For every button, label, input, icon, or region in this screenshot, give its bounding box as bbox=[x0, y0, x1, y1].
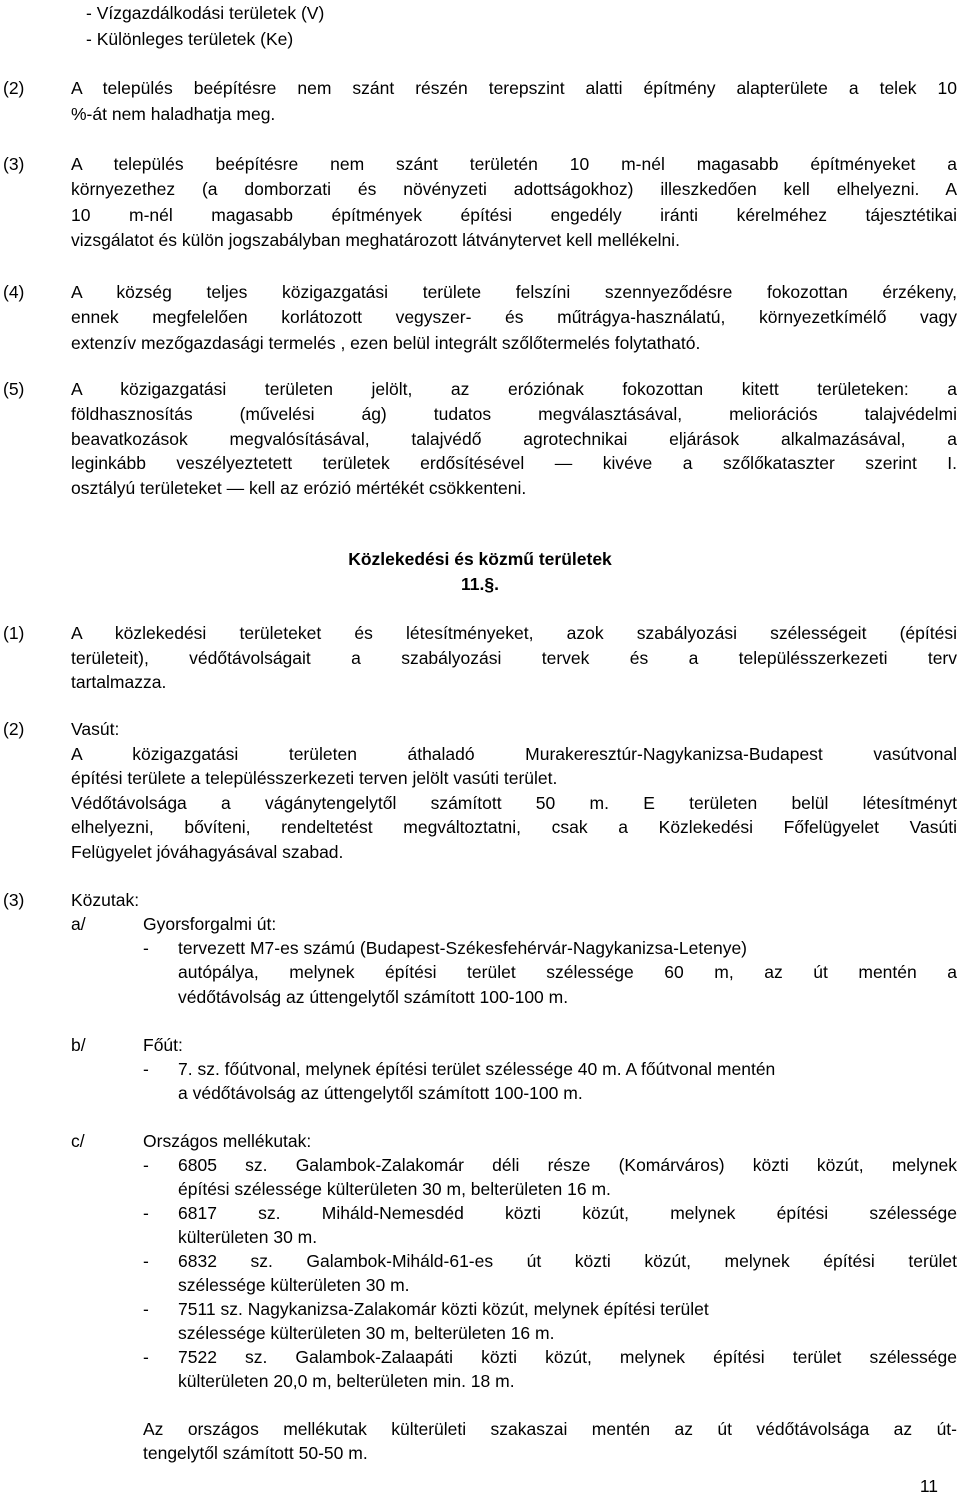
paragraph-line: 6832 sz. Galambok-Miháld-61-es út közti közút, melynek építési terület bbox=[178, 1251, 957, 1271]
paragraph-line: építési szélessége külterületen 30 m, belterületen 16 m. bbox=[178, 1179, 611, 1199]
paragraph-line: A község teljes közigazgatási területe felszíni szennyeződésre fokozottan érzékeny, bbox=[71, 282, 957, 302]
paragraph-number: (2) bbox=[3, 78, 25, 98]
subsection-heading: Közutak: bbox=[71, 890, 140, 910]
paragraph-line: tartalmazza. bbox=[71, 672, 167, 692]
paragraph-line: 7522 sz. Galambok-Zalaapáti közti közút, melynek építési terület szélessége bbox=[178, 1347, 957, 1367]
paragraph-line: osztályú területeket — kell az erózió mértékét csökkenteni. bbox=[71, 478, 527, 498]
paragraph-line: A település beépítésre nem szánt területén 10 m-nél magasabb építményeket a bbox=[71, 154, 957, 174]
paragraph-line: leginkább veszélyeztetett területek erdősítésével — kivéve a szőlőkataszter szerint I. bbox=[71, 453, 957, 473]
paragraph-number: (3) bbox=[3, 154, 25, 174]
list-dash: - bbox=[143, 1155, 149, 1175]
item-title: Országos mellékutak: bbox=[143, 1131, 312, 1151]
paragraph-line: A közigazgatási területen jelölt, az eróziónak fokozottan kitett területeken: a bbox=[71, 379, 957, 399]
item-title: Gyorsforgalmi út: bbox=[143, 914, 277, 934]
page-number: 11 bbox=[919, 1476, 938, 1496]
paragraph-line: védőtávolság az úttengelytől számított 100-100 m. bbox=[178, 987, 569, 1007]
paragraph-line: 7. sz. főútvonal, melynek építési terület szélessége 40 m. A főútvonal mentén bbox=[178, 1059, 776, 1079]
paragraph-line: építési területe a településszerkezeti terven jelölt vasúti terület. bbox=[71, 768, 558, 788]
paragraph-line: ennek megfelelően korlátozott vegyszer- és műtrágya-használatú, környezetkímélő vagy bbox=[71, 307, 957, 327]
list-dash: - bbox=[143, 1347, 149, 1367]
paragraph-line: A település beépítésre nem szánt részén terepszint alatti építmény alapterülete a telek 10 bbox=[71, 78, 957, 98]
paragraph-line: beavatkozások megvalósításával, talajvédő agrotechnikai eljárások alkalmazásával, a bbox=[71, 429, 957, 449]
list-item: - Különleges területek (Ke) bbox=[86, 29, 294, 49]
paragraph-line: extenzív mezőgazdasági termelés , ezen belül integrált szőlőtermelés folytatható. bbox=[71, 333, 701, 353]
paragraph-number: (1) bbox=[3, 623, 25, 643]
section-title: Közlekedési és közmű területek bbox=[348, 549, 612, 569]
paragraph-line: 6805 sz. Galambok-Zalakomár déli része (Komárváros) közti közút, melynek bbox=[178, 1155, 957, 1175]
list-dash: - bbox=[143, 938, 149, 958]
paragraph-line: Felügyelet jóváhagyásával szabad. bbox=[71, 842, 344, 862]
paragraph-line: vizsgálatot és külön jogszabályban meghatározott látványtervet kell mellékelni. bbox=[71, 230, 680, 250]
paragraph-line: %-át nem haladhatja meg. bbox=[71, 104, 276, 124]
paragraph-line: földhasznosítás (művelési ág) tudatos megválasztásával, meliorációs talajvédelmi bbox=[71, 404, 957, 424]
paragraph-line: tervezett M7-es számú (Budapest-Székesfehérvár-Nagykanizsa-Letenye) bbox=[178, 938, 747, 958]
paragraph-line: A közigazgatási területen áthaladó Murakeresztúr-Nagykanizsa-Budapest vasútvonal bbox=[71, 744, 957, 764]
paragraph-line: 10 m-nél magasabb építmények építési engedély iránti kérelméhez tájesztétikai bbox=[71, 205, 957, 225]
paragraph-line: tengelytől számított 50-50 m. bbox=[143, 1443, 368, 1463]
paragraph-line: 7511 sz. Nagykanizsa-Zalakomár közti közút, melynek építési terület bbox=[178, 1299, 709, 1319]
paragraph-number: (5) bbox=[3, 379, 25, 399]
list-dash: - bbox=[143, 1059, 149, 1079]
paragraph-line: külterületen 30 m. bbox=[178, 1227, 318, 1247]
paragraph-line: autópálya, melynek építési terület szélessége 60 m, az út mentén a bbox=[178, 962, 957, 982]
paragraph-line: Védőtávolsága a vágánytengelytől számított 50 m. E területen belül létesítményt bbox=[71, 793, 957, 813]
paragraph-line: A közlekedési területeket és létesítményeket, azok szabályozási szélességeit (építési bbox=[71, 623, 957, 643]
paragraph-line: Az országos mellékutak külterületi szakaszai mentén az út védőtávolsága az út- bbox=[143, 1419, 957, 1439]
paragraph-line: a védőtávolság az úttengelytől számított 100-100 m. bbox=[178, 1083, 583, 1103]
paragraph-line: környezethez (a domborzati és növényzeti adottságokhoz) illeszkedően kell elhelyezni. A bbox=[71, 179, 957, 199]
paragraph-number: (2) bbox=[3, 719, 25, 739]
paragraph-line: szélessége külterületen 30 m, belterületen 16 m. bbox=[178, 1323, 555, 1343]
list-dash: - bbox=[143, 1203, 149, 1223]
paragraph-number: (3) bbox=[3, 890, 25, 910]
item-letter: a/ bbox=[71, 914, 86, 934]
list-dash: - bbox=[143, 1251, 149, 1271]
paragraph-line: területeit), védőtávolságait a szabályozási tervek és a településszerkezeti terv bbox=[71, 648, 957, 668]
paragraph-line: 6817 sz. Miháld-Nemesdéd közti közút, melynek építési szélessége bbox=[178, 1203, 957, 1223]
item-letter: b/ bbox=[71, 1035, 86, 1055]
section-number: 11.§. bbox=[461, 574, 499, 594]
paragraph-line: szélessége külterületen 30 m. bbox=[178, 1275, 410, 1295]
item-letter: c/ bbox=[71, 1131, 85, 1151]
list-dash: - bbox=[143, 1299, 149, 1319]
list-item: - Vízgazdálkodási területek (V) bbox=[86, 3, 325, 23]
paragraph-line: elhelyezni, bővíteni, rendeltetést megváltoztatni, csak a Közlekedési Főfelügyelet Vasúti bbox=[71, 817, 957, 837]
paragraph-line: külterületen 20,0 m, belterületen min. 18 m. bbox=[178, 1371, 515, 1391]
item-title: Főút: bbox=[143, 1035, 183, 1055]
paragraph-number: (4) bbox=[3, 282, 25, 302]
subsection-heading: Vasút: bbox=[71, 719, 120, 739]
